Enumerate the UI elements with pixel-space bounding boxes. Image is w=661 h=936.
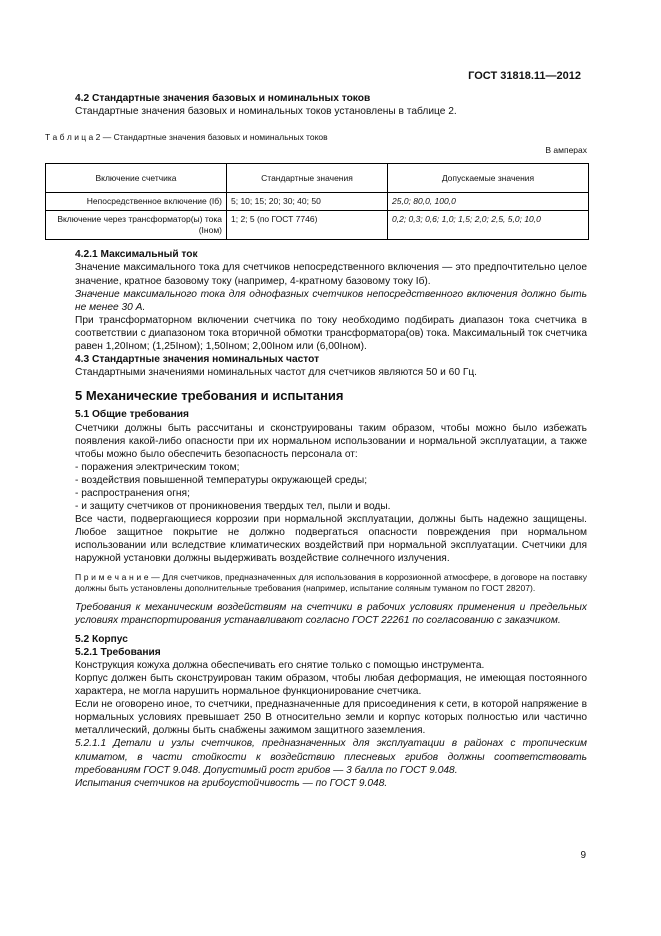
paragraph: Испытания счетчиков на грибоустойчивость — по ГОСТ 9.048. — [75, 777, 388, 789]
page-content — [45, 92, 587, 790]
paragraph: Значение максимального тока для счетчиков непосредственного включения — это предпочтительно целое значение, кратное базовому току (например, 4-кратному базовому току Iб). — [75, 262, 587, 287]
table-header: Включение счетчика — [46, 164, 227, 193]
table-row — [46, 193, 589, 211]
paragraph: Стандартными значениями номинальных частот для счетчиков являются 50 и 60 Гц. — [75, 367, 478, 379]
heading-4-2-1: 4.2.1 Максимальный ток — [75, 249, 198, 261]
table-cell: Непосредственное включение (Iб) — [46, 193, 227, 211]
table-header: Допускаемые значения — [388, 164, 589, 193]
list-item: - и защиту счетчиков от проникновения твердых тел, пыли и воды. — [75, 501, 391, 513]
list-item: - воздействия повышенной температуры окружающей среды; — [75, 474, 368, 486]
paragraph: 5.2.1.1 Детали и узлы счетчиков, предназначенных для эксплуатации в районах с тропическим климатом, в части стойкости к воздействию плесневых грибов должны соответствовать требованиям ГОСТ 9.048. Допустимый рост грибов — 3 балла по ГОСТ 9.048. — [75, 738, 587, 776]
paragraph: Требования к механическим воздействиям на счетчики в рабочих условиях применения и предельных условиях транспортирования устанавливают согласно ГОСТ 22261 по согласованию с заказчиком. — [75, 601, 587, 626]
heading-5-2-1: 5.2.1 Требования — [75, 646, 161, 658]
document-number: ГОСТ 31818.11—2012 — [468, 70, 581, 82]
heading-4-2: 4.2 Стандартные значения базовых и номинальных токов — [75, 93, 371, 104]
paragraph: Корпус должен быть сконструирован таким образом, чтобы любая деформация, не имеющая постоянного характера, не могла нарушить нормальное функционирование счетчика. — [75, 673, 587, 698]
page-number: 9 — [580, 850, 586, 861]
heading-5-1: 5.1 Общие требования — [75, 409, 189, 421]
currents-table — [45, 163, 589, 240]
table-caption: Т а б л и ц а 2 — Стандартные значения базовых и номинальных токов — [45, 132, 328, 143]
paragraph: При трансформаторном включении счетчика по току необходимо подбирать диапазон тока счетчика в соответствии с диапазоном тока вторичной обмотки трансформатора(ов) тока. Максимальный ток счетчика равен 1,20Iном; (1,25Iном); 1,50Iном; 2,00Iном или (6,00Iном). — [75, 314, 587, 353]
paragraph: Значение максимального тока для однофазных счетчиков непосредственного включения должно быть не менее 30 А. — [75, 288, 587, 313]
paragraph: Стандартные значения базовых и номинальных токов установлены в таблице 2. — [75, 106, 457, 118]
heading-5-2: 5.2 Корпус — [75, 633, 128, 645]
table-cell: 25,0; 80,0, 100,0 — [388, 193, 589, 211]
table-row — [46, 211, 589, 240]
table-unit: В амперах — [545, 145, 587, 156]
paragraph: Конструкция кожуха должна обеспечивать его снятие только с помощью инструмента. — [75, 659, 485, 671]
note: П р и м е ч а н и е — Для счетчиков, предназначенных для использования в коррозионной атмосфере, в договоре на поставку должны быть установлены дополнительные требования (например, испытание соляным туманом по ГОСТ 28207). — [75, 571, 587, 594]
table-cell: 1; 2; 5 (по ГОСТ 7746) — [227, 211, 388, 240]
table-cell: Включение через трансформатор(ы) тока (Iном) — [46, 211, 227, 240]
table-cell: 5; 10; 15; 20; 30; 40; 50 — [227, 193, 388, 211]
paragraph: Если не оговорено иное, то счетчики, предназначенные для присоединения к сети, в которой напряжение в нормальных условиях превышает 250 В относительно земли и корпус которых полностью или частично металлический, должны быть снабжены зажимом защитного заземления. — [75, 699, 587, 737]
table-header-row — [46, 164, 589, 193]
heading-5: 5 Механические требования и испытания — [75, 388, 344, 404]
list-item: - распространения огня; — [75, 487, 190, 499]
heading-4-3: 4.3 Стандартные значения номинальных частот — [75, 354, 320, 366]
table-header: Стандартные значения — [227, 164, 388, 193]
paragraph: Все части, подвергающиеся коррозии при нормальной эксплуатации, должны быть надежно защищены. Любое защитное покрытие не должно подвергаться опасности повреждения при нормальном использовании или вследствие климатических воздействий при нормальной эксплуатации. Счетчики для наружной установки должны выдерживать воздействие солнечного излучения. — [75, 514, 587, 565]
table-cell: 0,2; 0,3; 0,6; 1,0; 1,5; 2,0; 2,5, 5,0; 10,0 — [388, 211, 589, 240]
list-item: - поражения электрическим током; — [75, 461, 240, 473]
paragraph: Счетчики должны быть рассчитаны и сконструированы таким образом, чтобы можно было избежать появления какой-либо опасности при их нормальном использовании и нормальной эксплуатации, а также чтобы можно было обеспечить безопасность персонала от: — [75, 422, 587, 460]
